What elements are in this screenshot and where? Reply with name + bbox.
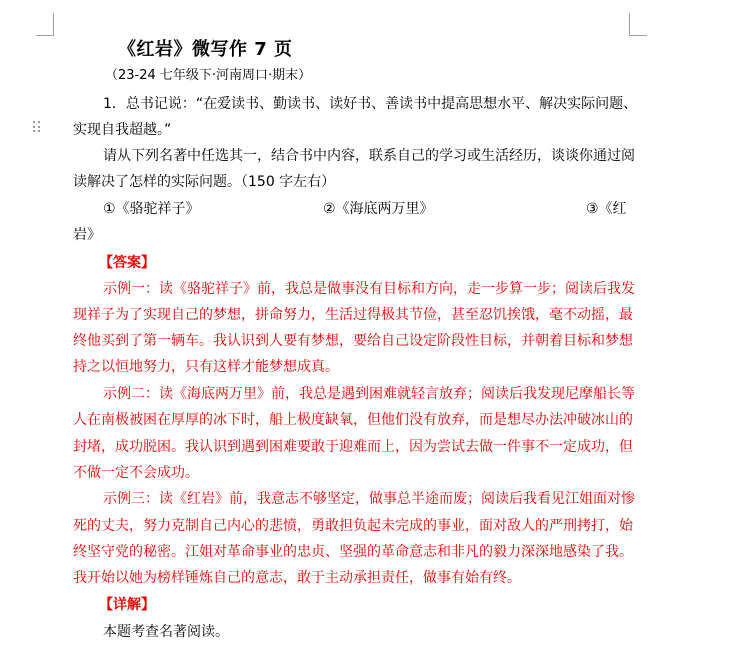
question-source: （23-24 七年级下·河南周口·期末） (105, 68, 312, 83)
option-3-wrap: 岩》 (73, 227, 101, 243)
answer-line: 人在南极被困在厚厚的冰下时，船上极度缺氧，但他们没有放弃，而是想尽办法冲破冰山的 (73, 412, 633, 428)
answer-line: 终坚守党的秘密。江姐对革命事业的忠贞、坚强的革命意志和非凡的毅力深深地感染了我。 (73, 544, 633, 560)
answer-line: 不做一定不会成功。 (73, 465, 199, 481)
detail-text: 本题考查名著阅读。 (103, 624, 229, 640)
answer-line: 持之以恒地努力，只有这样才能梦想成真。 (73, 359, 339, 375)
option-2: ②《海底两万里》 (323, 201, 434, 217)
answer-line: 死的丈夫，努力克制自己内心的悲愤，勇敢担负起未完成的事业，面对敌人的严刑拷打，始 (73, 518, 633, 534)
drag-handle-icon[interactable] (33, 121, 41, 133)
question-line: 读解决了怎样的实际问题。（150 字左右） (73, 174, 336, 190)
answer-line: 我开始以她为榜样锤炼自己的意志，敢于主动承担责任，做事有始有终。 (73, 570, 521, 586)
document-title: 《红岩》微写作 7 页 (118, 39, 293, 60)
answer-line: 示例一：读《骆驼祥子》前，我总是做事没有目标和方向，走一步算一步；阅读后我发 (103, 281, 635, 297)
question-line: 1．总书记说：“在爱读书、勤读书、读好书、善读书中提高思想水平、解决实际问题、 (103, 96, 638, 112)
answer-heading: 【答案】 (99, 255, 155, 271)
detail-heading: 【详解】 (99, 597, 155, 613)
answer-line: 封堵，成功脱困。我认识到遇到困难要敢于迎难而上，因为尝试去做一件事不一定成功，但 (73, 439, 633, 455)
answer-line: 现祥子为了实现自己的梦想，拼命努力，生活过得极其节俭，甚至忍饥挨饿，毫不动摇，最 (73, 307, 633, 323)
option-1: ①《骆驼祥子》 (103, 201, 200, 217)
question-line: 请从下列名著中任选其一，结合书中内容，联系自己的学习或生活经历，谈谈你通过阅 (103, 148, 635, 164)
page-margin-corner-top-left (36, 13, 54, 36)
option-3: ③《红 (586, 201, 627, 217)
answer-line: 终他买到了第一辆车。我认识到人要有梦想，要给自己设定阶段性目标，并朝着目标和梦想 (73, 333, 633, 349)
question-line: 实现自我超越。” (73, 122, 172, 138)
page-margin-corner-top-right (629, 13, 647, 36)
answer-line: 示例二：读《海底两万里》前，我总是遇到困难就轻言放弃；阅读后我发现尼摩船长等 (103, 386, 635, 402)
answer-line: 示例三：读《红岩》前，我意志不够坚定，做事总半途而废；阅读后我看见江姐面对惨 (103, 491, 635, 507)
